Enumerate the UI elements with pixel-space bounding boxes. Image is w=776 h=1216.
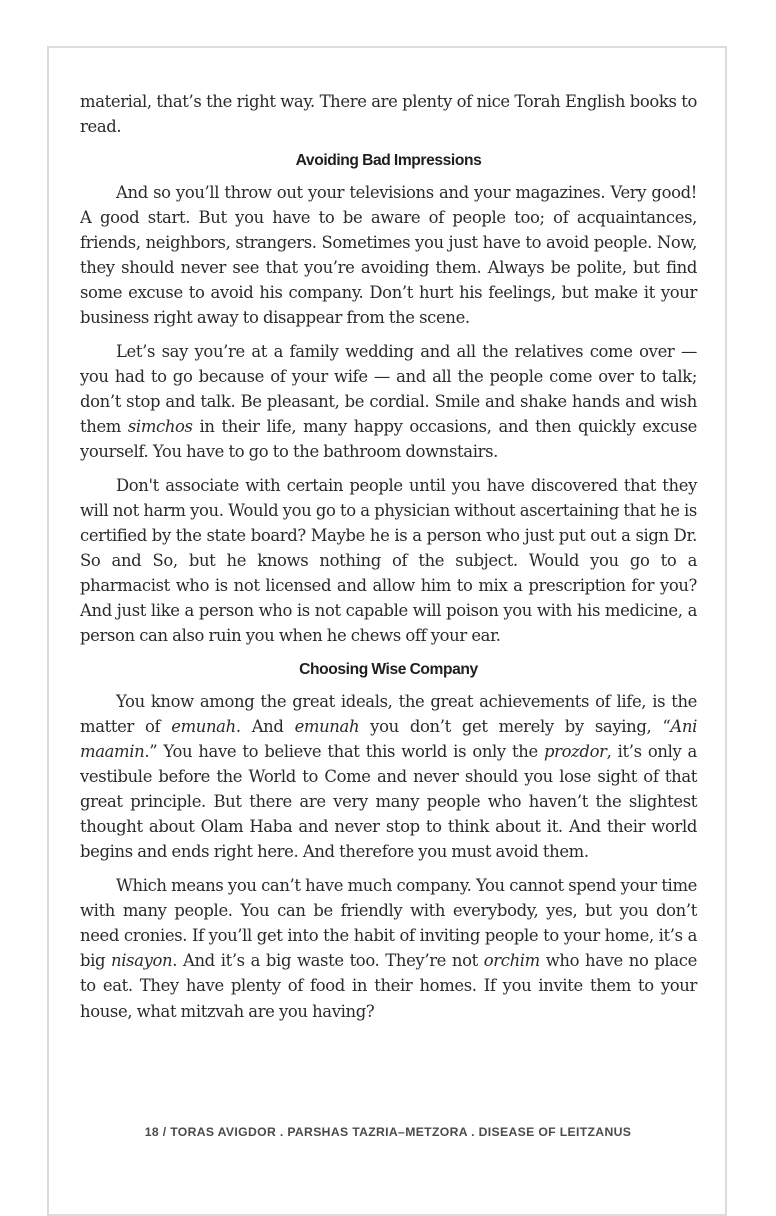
- section-heading-avoiding-bad-impressions: Avoiding Bad Impressions: [295, 151, 482, 169]
- italic-term: emunah: [171, 716, 236, 736]
- paragraph-continuation: material, that’s the right way. There are plenty of nice Torah English books to read.: [80, 92, 697, 137]
- italic-term: Ani maamin: [80, 716, 697, 762]
- italic-term: prozdor: [544, 742, 607, 762]
- paragraph: Which means you can’t have much company. You cannot spend your time with many people. You can be friendly with everybody, yes, but you don’t need cronies. If you’ll get into the habit of inviting people to your home, it’s a big nisayon. And it’s a big waste too. They’re not orchim who have no place to eat. They have plenty of food in their homes. If you invite them to your house, what mitzvah are you having?: [80, 876, 697, 1021]
- italic-term: simchos: [127, 417, 193, 437]
- italic-term: orchim: [483, 951, 540, 971]
- italic-term: nisayon: [111, 951, 173, 971]
- paragraph: Let’s say you’re at a family wedding and all the relatives come over — you had to go because of your wife — and all the people come over to talk; don’t stop and talk. Be pleasant, be cordial. Smile and shake hands and wish them simchos in their life, many happy occasions, and then quickly excuse yourself. You have to go to the bathroom downstairs.: [80, 341, 697, 462]
- paragraph: You know among the great ideals, the great achievements of life, is the matter of emunah. And emunah you don’t get merely by saying, “Ani maamin.” You have to believe that this world is only the prozdor, it’s only a vestibule before the World to Come and never should you lose sight of that great principle. But there are very many people who haven’t the slightest thought about Olam Haba and never stop to think about it. And their world begins and ends right here. And therefore you must avoid them.: [80, 691, 697, 862]
- italic-term: emunah: [294, 716, 360, 736]
- section-heading-choosing-wise-company: Choosing Wise Company: [299, 660, 478, 678]
- paragraph: Don't associate with certain people until you have discovered that they will not harm you. Would you go to a physician without ascertaining that he is certified by the state board? Maybe he is a person who just put out a sign Dr. So and So, but he knows nothing of the subject. Would you go to a pharmacist who is not licensed and allow him to mix a prescription for you? And just like a person who is not capable will poison you with his medicine, a person can also ruin you when he chews off your ear.: [80, 475, 697, 646]
- running-footer: 18 / TORAS AVIGDOR . PARSHAS TAZRIA–METZORA . DISEASE OF LEITZANUS: [144, 1125, 632, 1139]
- paragraph: And so you’ll throw out your televisions and your magazines. Very good! A good start. But you have to be aware of people too; of acquaintances, friends, neighbors, strangers. Sometimes you just have to avoid people. Now, they should never see that you’re avoiding them. Always be polite, but find some excuse to avoid his company. Don’t hurt his feelings, but make it your business right away to disappear from the scene.: [80, 182, 697, 328]
- page-body: [80, 89, 697, 1032]
